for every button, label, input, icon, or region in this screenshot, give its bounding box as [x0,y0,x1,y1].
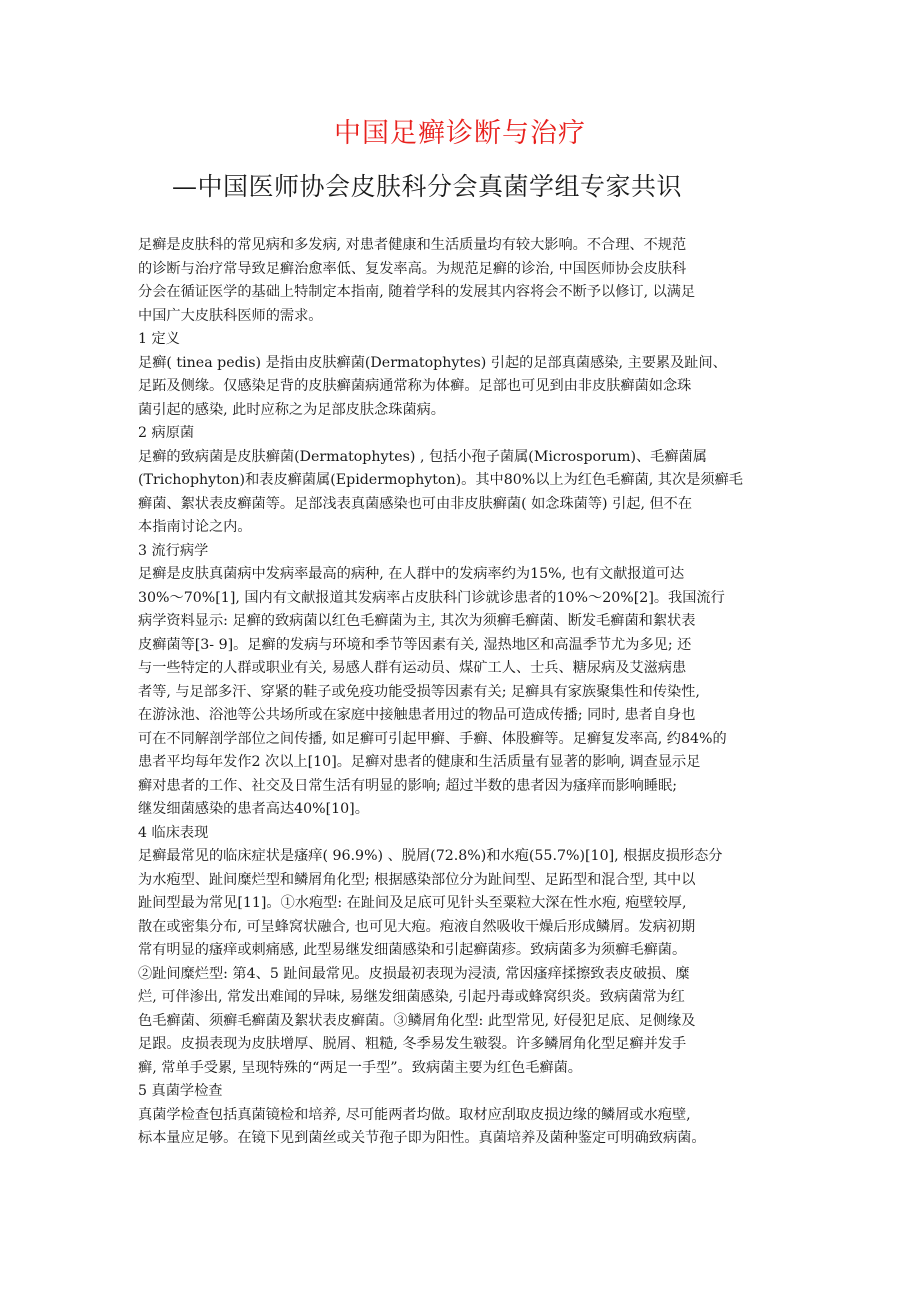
text-line: 足跟。皮损表现为皮肤增厚、脱屑、粗糙, 冬季易发生皲裂。许多鳞屑角化型足癣并发手 [138,1036,687,1052]
text-line: 足跖及侧缘。仅感染足背的皮肤癣菌病通常称为体癣。足部也可见到由非皮肤癣菌如念珠 [138,378,692,394]
text-line: 4 临床表现 [138,824,209,841]
text-line: 癣菌、絮状表皮癣菌等。足部浅表真菌感染也可由非皮肤癣菌( 如念珠菌等) 引起, 但不在 [138,495,693,512]
text-line: 5 真菌学检查 [138,1083,223,1099]
text-line: 散在或密集分布, 可呈蜂窝状融合, 也可见大疱。疱液自然吸收干燥后形成鳞屑。发病初期 [138,918,696,935]
text-line: 足癣是皮肤科的常见病和多发病, 对患者健康和生活质量均有较大影响。不合理、不规范 [138,237,687,253]
text-line: ②趾间糜烂型: 第4、5 趾间最常见。皮损最初表现为浸渍, 常因瘙痒揉擦致表皮破损、糜 [138,965,690,982]
text-line: 皮癣菌等[3- 9]。足癣的发病与环境和季节等因素有关, 湿热地区和高温季节尤为多见; 还 [138,636,692,653]
text-line: 足癣( tinea pedis) 是指由皮肤癣菌(Dermatophytes) 引起的足部真菌感染, 主要累及趾间、 [138,354,727,371]
text-line: 2 病原菌 [138,425,195,441]
text-line: 足癣的致病菌是皮肤癣菌(Dermatophytes) , 包括小孢子菌属(Microsporum)、毛癣菌属 [138,448,707,465]
text-line: 病学资料显示: 足癣的致病菌以红色毛癣菌为主, 其次为须癣毛癣菌、断发毛癣菌和絮状表 [138,613,696,629]
text-line: 在游泳池、浴池等公共场所或在家庭中接触患者用过的物品可造成传播; 同时, 患者自身也 [138,707,696,723]
text-line: 烂, 可伴渗出, 常发出难闻的异味, 易继发细菌感染, 引起丹毒或蜂窝织炎。致病菌常为红 [138,989,685,1005]
text-line: 中国广大皮肤科医师的需求。 [138,307,323,324]
text-line: (Trichophyton)和表皮癣菌属(Epidermophyton)。其中80%以上为红色毛癣菌, 其次是须癣毛 [138,472,743,488]
text-line: 常有明显的瘙痒或刺痛感, 此型易继发细菌感染和引起癣菌疹。致病菌多为须癣毛癣菌。 [138,942,687,958]
text-line: 30%～70%[1], 国内有文献报道其发病率占皮肤科门诊就诊患者的10%～20%[2]。我国流行 [138,589,725,606]
text-line: 患者平均每年发作2 次以上[10]。足癣对患者的健康和生活质量有显著的影响, 调查显示足 [138,754,701,770]
text-line: 3 流行病学 [138,542,209,559]
text-line: 1 定义 [138,331,180,347]
text-line: 癣, 常单手受累, 呈现特殊的“两足一手型”。致病菌主要为红色毛癣菌。 [138,1059,582,1076]
text-line: 菌引起的感染, 此时应称之为足部皮肤念珠菌病。 [138,401,445,418]
text-line: 标本量应足够。在镜下见到菌丝或关节孢子即为阳性。真菌培养及菌种鉴定可明确致病菌。 [138,1130,706,1146]
text-line: 真菌学检查包括真菌镜检和培养, 尽可能两者均做。取材应刮取皮损边缘的鳞屑或水疱壁, [138,1106,691,1123]
text-line: 者等, 与足部多汗、穿紧的鞋子或免疫功能受损等因素有关; 足癣具有家族聚集性和传染性, [138,683,700,700]
text-line: 为水疱型、趾间糜烂型和鳞屑角化型; 根据感染部位分为趾间型、足跖型和混合型, 其中以 [138,871,696,888]
document-body [138,234,818,1151]
text-line: 足癣最常见的临床症状是瘙痒( 96.9%) 、脱屑(72.8%)和水疱(55.7%)[10], 根据皮损形态分 [138,848,723,864]
text-line: 的诊断与治疗常导致足癣治愈率低、复发率高。为规范足癣的诊治, 中国医师协会皮肤科 [138,260,687,277]
text-line: 分会在循证医学的基础上特制定本指南, 随着学科的发展其内容将会不断予以修订, 以满足 [138,284,696,300]
document-title: 中国足癣诊断与治疗 [334,118,586,149]
text-line: 癣对患者的工作、社交及日常生活有明显的影响; 超过半数的患者因为瘙痒而影响睡眠; [138,777,678,794]
text-line: 继发细菌感染的患者高达40%[10]。 [138,801,369,817]
text-line: 趾间型最为常见[11]。①水疱型: 在趾间及足底可见针头至粟粒大深在性水疱, 疱壁较厚, [138,895,687,911]
text-line: 可在不同解剖学部位之间传播, 如足癣可引起甲癣、手癣、体股癣等。足癣复发率高, 约84%的 [138,730,727,747]
text-line: 足癣是皮肤真菌病中发病率最高的病种, 在人群中的发病率约为15%, 也有文献报道可达 [138,566,685,582]
text-line: 本指南讨论之内。 [138,519,252,535]
text-line: 与一些特定的人群或职业有关, 易感人群有运动员、煤矿工人、士兵、糖尿病及艾滋病患 [138,660,687,676]
text-line: 色毛癣菌、须癣毛癣菌及絮状表皮癣菌。③鳞屑角化型: 此型常见, 好侵犯足底、足侧缘及 [138,1012,696,1029]
document-subtitle: —中国医师协会皮肤科分会真菌学组专家共识 [172,172,683,201]
